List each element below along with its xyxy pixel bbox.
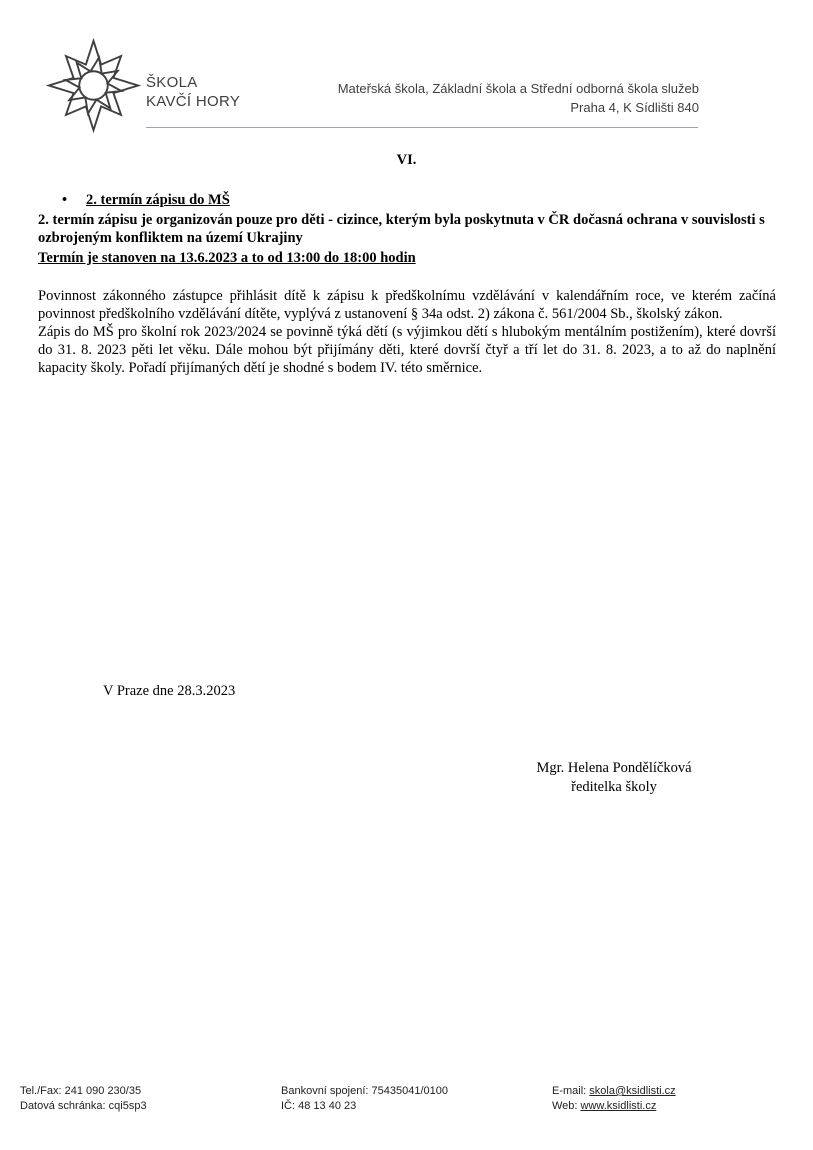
logo-line-2: KAVČÍ HORY <box>146 93 241 110</box>
footer-web-link[interactable]: www.ksidlisti.cz <box>580 1100 657 1112</box>
header-divider <box>146 127 698 128</box>
signature-block <box>496 759 732 797</box>
logo-text <box>146 73 240 111</box>
bullet-label: 2. termín zápisu do MŠ <box>86 192 230 208</box>
logo-line-1: ŠKOLA <box>146 74 198 91</box>
intro-paragraph: 2. termín zápisu je organizován pouze pro děti - cizince, kterým byla poskytnuta v ČR dočasná ochrana v souvislosti s ozbrojeným konfliktem na území Ukrajiny <box>38 212 765 246</box>
bullet-icon: • <box>62 192 68 208</box>
paragraph-obligation: Povinnost zákonného zástupce přihlásit dítě k zápisu k předškolnímu vzdělávání v kalendářním roce, ve kterém začíná povinnost předškolního vzdělávání dítěte, vyplývá z ustanovení § 34a odst. 2) zákona č. 561/2004 Sb., školský zákon. <box>38 288 776 322</box>
term-date: Termín je stanoven na 13.6.2023 a to od 13:00 do 18:00 hodin <box>38 250 416 266</box>
header-school-info <box>338 79 699 117</box>
footer-bank <box>281 1084 448 1114</box>
section-number: VI. <box>396 152 417 168</box>
footer-web-row <box>552 1099 676 1114</box>
footer-email-row <box>552 1084 676 1099</box>
bullet-item <box>62 191 230 209</box>
footer-bank-account: Bankovní spojení: 75435041/0100 <box>281 1085 448 1097</box>
body-text <box>38 287 776 377</box>
footer-phone: Tel./Fax: 241 090 230/35 <box>20 1085 142 1097</box>
footer-ic: IČ: 48 13 40 23 <box>281 1100 357 1112</box>
footer-email-label: E-mail: <box>552 1085 590 1097</box>
footer-databox: Datová schránka: cqi5sp3 <box>20 1100 147 1112</box>
footer-web-label: Web: <box>552 1100 581 1112</box>
signatory-role: ředitelka školy <box>571 779 657 795</box>
footer-email-link[interactable]: skola@ksidlisti.cz <box>589 1085 676 1097</box>
place-date: V Praze dne 28.3.2023 <box>103 683 236 699</box>
paragraph-enrollment: Zápis do MŠ pro školní rok 2023/2024 se povinně týká dětí (s výjimkou dětí s hlubokým mentálním postižením), které dovrší do 31. 8. 2023 pěti let věku. Dále mohou být přijímány děti, které dovrší čtyř a tří let do 31. 8. 2023, a to až do naplnění kapacity školy. Pořadí přijímaných dětí je shodné s bodem IV. této směrnice. <box>38 324 776 376</box>
footer-contact <box>20 1084 147 1114</box>
school-address: Praha 4, K Sídlišti 840 <box>570 100 699 115</box>
footer-online <box>552 1084 676 1114</box>
signatory-name: Mgr. Helena Pondělíčková <box>536 760 692 776</box>
school-name: Mateřská škola, Základní škola a Střední odborná škola služeb <box>337 81 699 96</box>
star-logo-icon <box>46 38 141 133</box>
